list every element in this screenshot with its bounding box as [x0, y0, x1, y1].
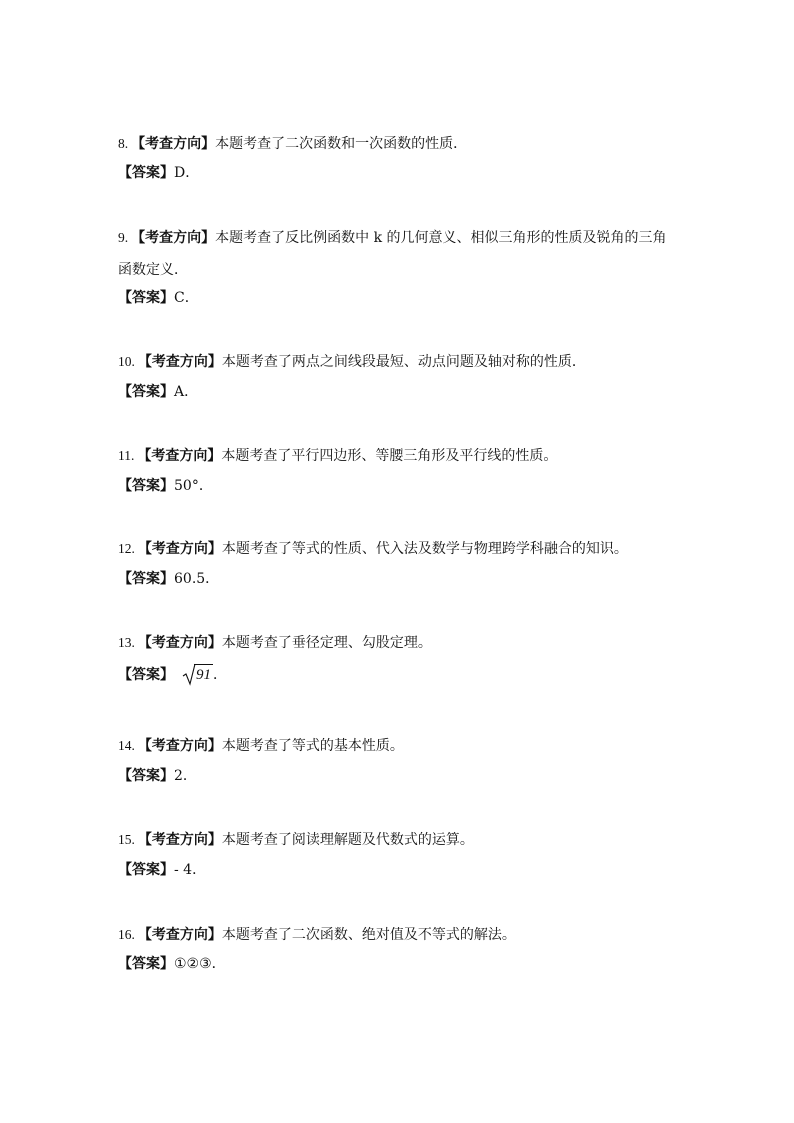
question-16-answer — [118, 955, 226, 973]
question-9-direction — [118, 229, 667, 247]
question-9-direction-cont — [118, 261, 188, 279]
answer-value: D． — [174, 165, 200, 181]
direction-text: 本题考查了反比例函数中 k 的几何意义、相似三角形的性质及锐角的三角 — [215, 230, 667, 246]
question-13-direction — [118, 634, 432, 652]
direction-text: 本题考查了平行四边形、等腰三角形及平行线的性质。 — [221, 448, 558, 464]
answer-value: ①②③． — [174, 956, 226, 972]
direction-text: 本题考查了两点之间线段最短、动点问题及轴对称的性质． — [221, 354, 586, 370]
question-number: 14. — [118, 738, 135, 753]
answer-label: 【答案】 — [118, 768, 174, 784]
direction-text: 本题考查了二次函数和一次函数的性质． — [215, 136, 468, 152]
question-number: 9. — [118, 230, 129, 245]
question-number: 8. — [118, 136, 129, 151]
direction-label: 【考查方向】 — [137, 354, 222, 370]
direction-text: 本题考查了阅读理解题及代数式的运算。 — [221, 832, 474, 848]
direction-text: 本题考查了等式的基本性质。 — [221, 738, 404, 754]
question-10-direction — [118, 353, 586, 371]
question-number: 13. — [118, 635, 135, 650]
question-11-answer — [118, 477, 213, 495]
question-number: 11. — [118, 448, 135, 463]
direction-text-continued: 函数定义． — [118, 262, 188, 278]
question-16-direction — [118, 926, 516, 944]
direction-label: 【考查方向】 — [137, 635, 222, 651]
answer-value: 60.5． — [174, 571, 220, 587]
radical-sign-icon — [182, 662, 196, 686]
direction-text: 本题考查了垂径定理、勾股定理。 — [221, 635, 432, 651]
question-14-direction — [118, 737, 404, 755]
direction-label: 【考查方向】 — [137, 927, 222, 943]
answer-value: - 4． — [174, 862, 207, 878]
answer-suffix: ． — [213, 667, 227, 683]
answer-value: C． — [174, 290, 199, 306]
question-number: 16. — [118, 927, 135, 942]
answer-label: 【答案】 — [118, 571, 174, 587]
question-9-answer — [118, 289, 199, 307]
question-8-direction — [118, 135, 467, 153]
direction-label: 【考查方向】 — [137, 832, 222, 848]
sqrt-expression — [182, 664, 213, 684]
direction-label: 【考查方向】 — [131, 136, 216, 152]
answer-label: 【答案】 — [118, 956, 174, 972]
question-8-answer — [118, 164, 199, 182]
question-14-answer — [118, 767, 197, 785]
answer-value: A． — [174, 384, 199, 400]
answer-label: 【答案】 — [118, 667, 174, 683]
question-12-direction — [118, 540, 628, 558]
direction-text: 本题考查了等式的性质、代入法及数学与物理跨学科融合的知识。 — [221, 541, 628, 557]
question-15-direction — [118, 831, 474, 849]
question-11-direction — [118, 447, 557, 465]
answer-label: 【答案】 — [118, 384, 174, 400]
answer-label: 【答案】 — [118, 290, 174, 306]
question-number: 12. — [118, 541, 135, 556]
answer-label: 【答案】 — [118, 478, 174, 494]
direction-label: 【考查方向】 — [137, 738, 222, 754]
question-15-answer — [118, 861, 206, 879]
question-13-answer — [118, 664, 227, 684]
direction-label: 【考查方向】 — [137, 448, 222, 464]
direction-text: 本题考查了二次函数、绝对值及不等式的解法。 — [221, 927, 516, 943]
radicand: 91 — [194, 664, 213, 684]
direction-label: 【考查方向】 — [131, 230, 216, 246]
question-10-answer — [118, 383, 198, 401]
question-12-answer — [118, 570, 219, 588]
question-number: 10. — [118, 354, 135, 369]
answer-value: 2． — [174, 768, 197, 784]
answer-value: 50°． — [174, 478, 213, 494]
direction-label: 【考查方向】 — [137, 541, 222, 557]
question-number: 15. — [118, 832, 135, 847]
answer-label: 【答案】 — [118, 165, 174, 181]
answer-label: 【答案】 — [118, 862, 174, 878]
